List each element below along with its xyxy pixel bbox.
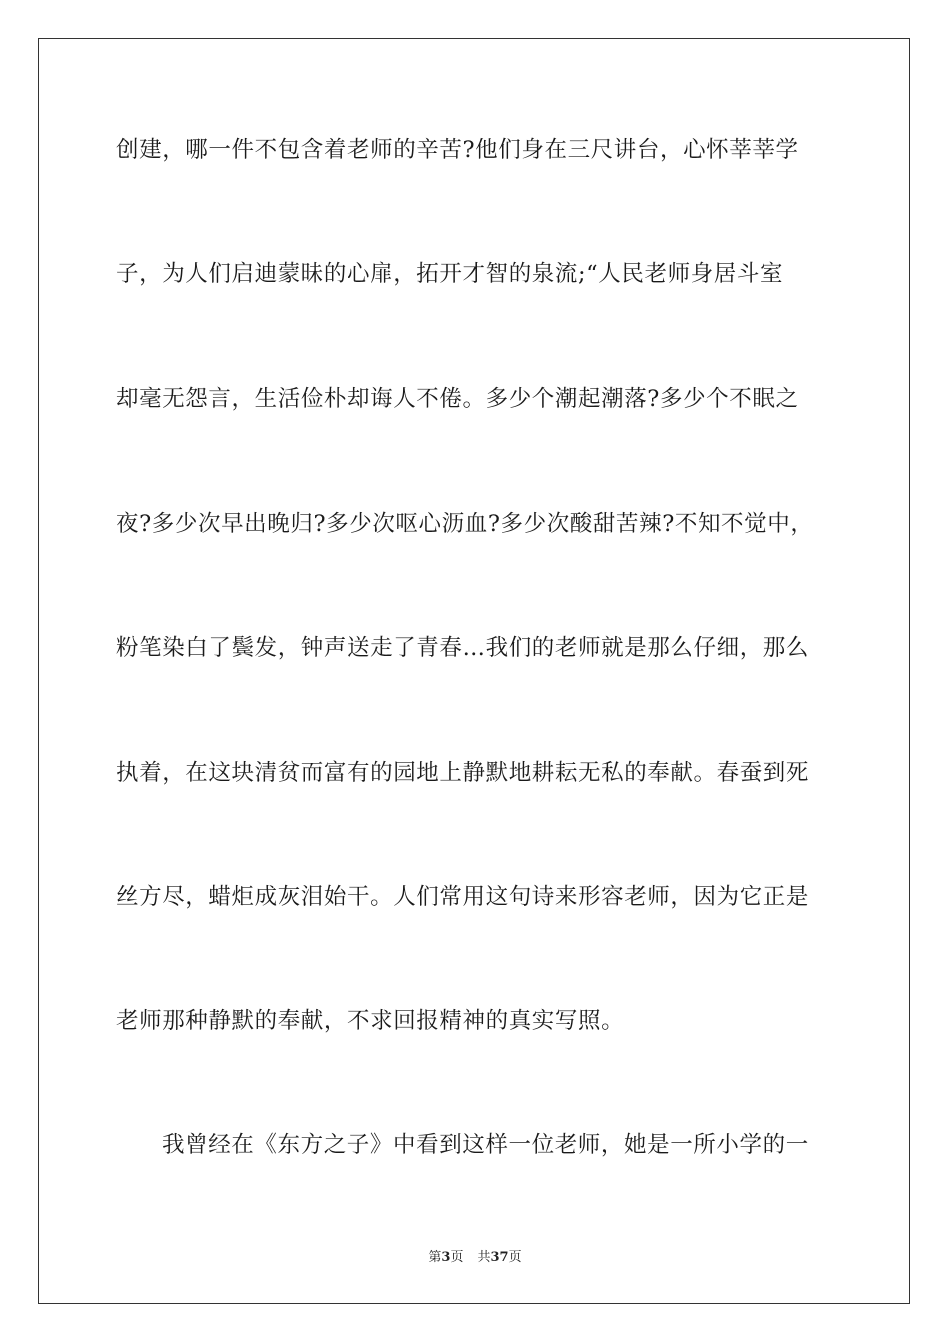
total-prefix: 共 (477, 1250, 491, 1265)
text-line-7: 丝方尽，蜡炬成灰泪始干。人们常用这句诗来形容老师，因为它正是 (116, 884, 810, 910)
text-line-3: 却毫无怨言，生活俭朴却诲人不倦。多少个潮起潮落?多少个不眠之 (116, 386, 799, 412)
page-number: 3 (441, 1250, 451, 1265)
page-prefix: 第 (428, 1250, 442, 1265)
page-footer (0, 1246, 950, 1265)
text-line-8: 老师那种静默的奉献，不求回报精神的真实写照。 (116, 1008, 625, 1034)
text-line-1: 创建，哪一件不包含着老师的辛苦?他们身在三尺讲台，心怀莘莘学 (116, 137, 799, 163)
total-pages: 37 (490, 1250, 509, 1265)
text-line-2: 子，为人们启迪蒙昧的心扉，拓开才智的泉流;“人民老师身居斗室 (116, 261, 784, 287)
text-line-6: 执着，在这块清贫而富有的园地上静默地耕耘无私的奉献。春蚕到死 (116, 760, 810, 786)
text-line-9: 我曾经在《东方之子》中看到这样一位老师，她是一所小学的一 (162, 1132, 809, 1158)
text-line-4: 夜?多少次早出晚归?多少次呕心沥血?多少次酸甜苦辣?不知不觉中， (116, 511, 814, 537)
total-suffix: 页 (508, 1250, 522, 1265)
page-border (38, 38, 910, 1304)
text-line-5: 粉笔染白了鬓发，钟声送走了青春…我们的老师就是那么仔细，那么 (116, 635, 810, 661)
page-suffix: 页 (450, 1250, 464, 1265)
